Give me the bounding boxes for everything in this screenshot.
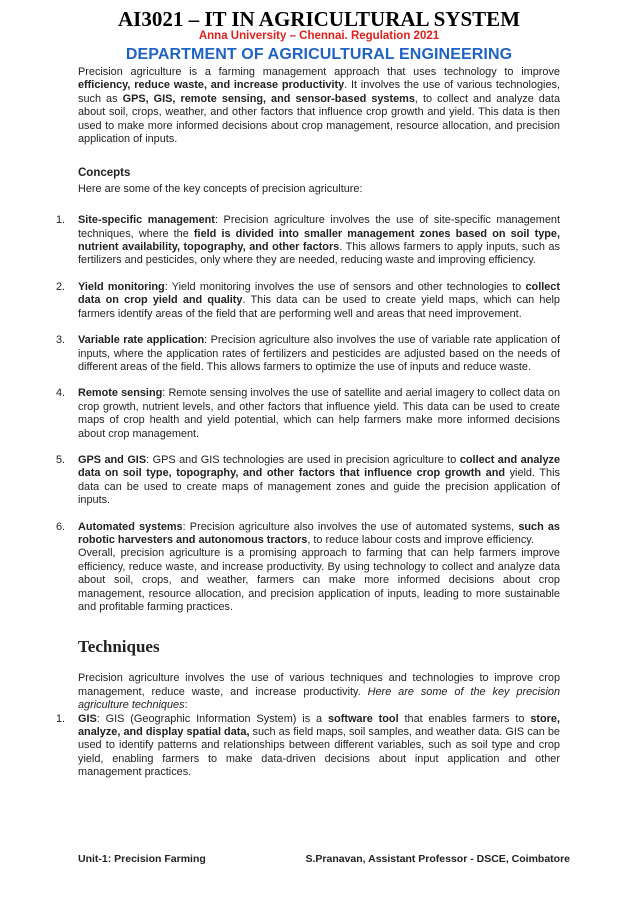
- techniques-heading: Techniques: [78, 637, 160, 657]
- item-number: 5.: [56, 453, 66, 466]
- item-bold: store, analyze, and display spatial data,: [78, 712, 560, 739]
- item-text: : GIS (Geographic Information System) is a: [96, 712, 328, 725]
- intro-bold: GPS, GIS, remote sensing, and sensor-based systems: [122, 92, 415, 105]
- item-text: : Precision agriculture involves the use of site-specific management techniques, where the: [78, 214, 560, 240]
- regulation-subtitle: Anna University – Chennai. Regulation 2021: [198, 30, 440, 42]
- item-title: Remote sensing: [78, 387, 163, 400]
- item-title: Yield monitoring: [78, 280, 165, 293]
- footer-author: S.Pranavan, Assistant Professor - DSCE, Coimbatore: [305, 853, 570, 865]
- item-number: 2.: [56, 280, 66, 293]
- item-text: such as field maps, soil samples, and weather data. GIS can be used to identify patterns and relationships between different variables, such as soil type and crop yield, enabling farmers to make data-driven decisions about input application and other management practices.: [78, 726, 560, 779]
- item-title: Site-specific management: [78, 214, 215, 227]
- list-item: [56, 280, 560, 321]
- item-text: . This data can be used to create yield maps, which can help farmers identify areas of the field that are performing well and areas that need improvement.: [78, 294, 560, 320]
- intro-paragraph: [78, 66, 560, 146]
- footer-unit: Unit-1: Precision Farming: [78, 853, 206, 865]
- page-content: [56, 64, 561, 780]
- document-title: AI3021 – IT IN AGRICULTURAL SYSTEM: [117, 7, 521, 31]
- item-bold: software tool: [327, 712, 399, 725]
- item-text: . This allows farmers to apply inputs, such as fertilizers and pesticides, only where they are needed, reducing waste and improving efficiency.: [78, 241, 560, 267]
- department-heading: DEPARTMENT OF AGRICULTURAL ENGINEERING: [125, 46, 513, 63]
- intro-text: Precision agriculture is a farming management approach that uses technology to improve: [78, 66, 560, 78]
- intro-text: . It involves the use of various technologies, such as: [78, 79, 561, 105]
- item-bold: field is divided into smaller management zones based on soil type, nutrient availability, topography, and other factors: [78, 227, 560, 254]
- conclusion-paragraph: Overall, precision agriculture is a promising approach to farming that can help farmers improve efficiency, reduce waste, and increase productivity. By using technology to collect and analyze data about soil, crops, and weather, farmers can make more informed decisions about crop management, resource allocation, and precision application of inputs, leading to more sustainable and profitable farming practices.: [78, 547, 560, 613]
- item-number: 3.: [56, 334, 66, 347]
- list-item: [56, 387, 561, 441]
- item-text: : GPS and GIS technologies are used in precision agriculture to: [146, 453, 460, 466]
- list-item: [56, 214, 560, 268]
- concepts-list: [56, 214, 561, 614]
- intro-text: :: [184, 699, 188, 712]
- item-text: yield. This data can be used to create maps of management zones and guide the precision application of inputs.: [78, 467, 560, 507]
- item-text: : Remote sensing involves the use of satellite and aerial imagery to collect data on crop growth, nutrient levels, and other factors that influence yield. This data can be used to create maps of crop health and yield potential, which can help farmers make more informed decisions about crop management.: [78, 387, 561, 440]
- item-bold: such as robotic harvesters and autonomous tractors: [78, 520, 560, 546]
- item-title: GIS: [78, 712, 97, 725]
- list-item: [56, 334, 560, 374]
- item-number: 4.: [56, 387, 66, 400]
- concepts-subtitle: Here are some of the key concepts of precision agriculture:: [78, 182, 363, 195]
- techniques-intro: [78, 672, 560, 712]
- intro-italic: Here are some of the key precision agriculture techniques: [78, 685, 561, 712]
- item-bold: collect data on crop yield and quality: [78, 280, 560, 307]
- item-text: : Precision agriculture also involves the use of automated systems,: [182, 520, 519, 533]
- intro-text: Precision agriculture involves the use of various techniques and technologies to improve crop management, reduce waste, and increase productivity.: [78, 672, 560, 698]
- list-item: [56, 712, 560, 780]
- item-text: : Precision agriculture also involves the use of variable rate application of inputs, where the application rates of fertilizers and pesticides are adjusted based on the needs of different areas of the field. This allows farmers to optimize the use of inputs and reduce waste.: [78, 334, 560, 373]
- intro-text: , to collect and analyze data about soil, crops, weather, and other factors that influence crop growth and yield. This data is then used to make more informed decisions about crop management, resource allocation, and precision application of inputs.: [78, 92, 561, 146]
- list-item: [56, 520, 560, 615]
- item-bold: collect and analyze data on soil type, topography, and other factors that influence crop growth and: [78, 453, 560, 480]
- item-number: 1.: [56, 214, 66, 227]
- intro-bold: efficiency, reduce waste, and increase productivity: [78, 79, 345, 92]
- item-title: GPS and GIS: [78, 453, 147, 466]
- list-item: [56, 453, 560, 508]
- item-text: , to reduce labour costs and improve efficiency.: [307, 533, 534, 546]
- item-text: that enables farmers to: [398, 712, 531, 725]
- item-title: Automated systems: [78, 520, 183, 533]
- item-number: 6.: [56, 520, 66, 533]
- item-title: Variable rate application: [78, 334, 205, 347]
- concepts-heading: Concepts: [78, 167, 131, 180]
- item-number: 1.: [56, 712, 66, 725]
- techniques-list: [56, 712, 560, 780]
- item-text: : Yield monitoring involves the use of sensors and other technologies to: [164, 280, 526, 293]
